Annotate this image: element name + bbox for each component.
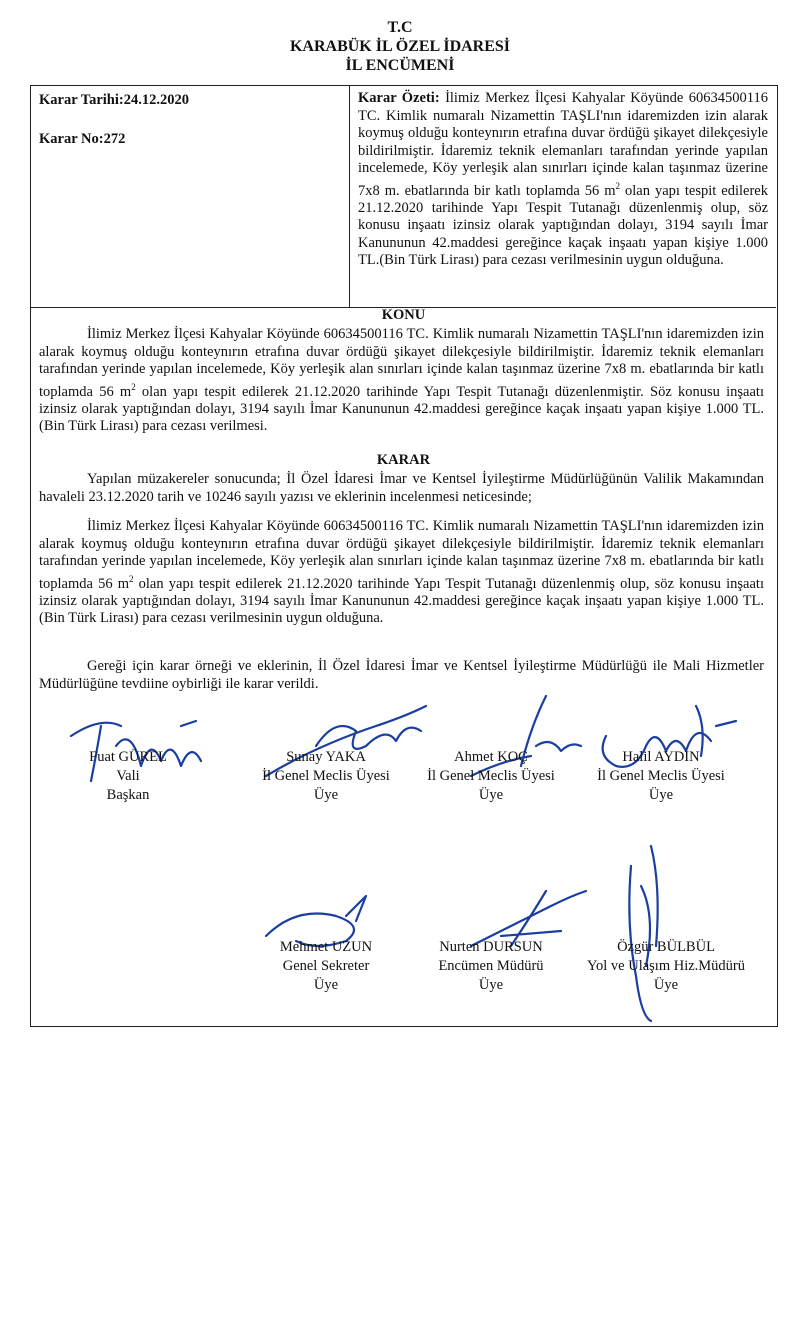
summary-sup: 2 xyxy=(615,180,621,191)
signatory-name: Ahmet KOÇ xyxy=(454,749,528,765)
karar-para-3: Gereği için karar örneği ve eklerinin, İl Özel İdaresi İmar ve Kentsel İyileştirme Müdürlüğü ile Mali Hizmetler Müdürlüğüne tevdiine oybirliği ile karar verildi. xyxy=(39,658,764,692)
signatory-3 xyxy=(406,748,576,805)
decision-number: Karar No:272 xyxy=(39,131,126,147)
signatory-role: Üye xyxy=(313,787,339,803)
signatory-7 xyxy=(571,938,761,995)
karar-title: KARAR xyxy=(376,452,431,468)
signatory-name: Halil AYDIN xyxy=(622,749,700,765)
signatory-role: Başkan xyxy=(106,787,150,803)
signatory-5 xyxy=(241,938,411,995)
signatory-6 xyxy=(406,938,576,995)
decision-summary xyxy=(358,90,768,270)
karar-para-2-text-2: olan yapı tespit edilerek 21.12.2020 tarihinde Yapı Tespit Tutanağı düzenlenmiş olup, söz konusu inşaatı izinsiz olarak yaptığından dolayı, 3194 sayılı İmar Kanununun 42.maddesi gereğince kaçak inşaatı yapan kişiye 1.000 TL.(Bin Türk Lirası) para cezası verilmesinin uygun olduğuna. xyxy=(39,575,764,627)
konu-text-2: olan yapı tespit edilerek 21.12.2020 tarihinde Yapı Tespit Tutanağı düzenlenmiştir. Söz konusu inşaatı izinsiz olarak yaptığından dolayı, 3194 sayılı İmar Kanununun 42.maddesi gereğince kaçak inşaatı yapan kişiye 1.000 TL.(Bin Türk Lirası) para cezası verilmesi. xyxy=(39,383,764,435)
decision-info xyxy=(39,92,189,170)
karar-para-2 xyxy=(39,518,764,628)
signatory-name: Özgür BÜLBÜL xyxy=(617,939,715,955)
summary-text-2: olan yapı tespit edilerek 21.12.2020 tarihinde Yapı Tespit Tutanağı düzenlenmiş olup, söz konusu inşaatı izinsiz olarak yaptığından dolayı, 3194 sayılı İmar Kanununun 42.maddesi gereğince kaçak inşaatı yapan kişiye 1.000 TL.(Bin Türk Lirası) para cezası verilmesinin uygun olduğuna. xyxy=(358,182,768,269)
header-institution: KARABÜK İL ÖZEL İDARESİ xyxy=(289,38,511,55)
signatory-role: Üye xyxy=(653,977,679,993)
signatory-2 xyxy=(241,748,411,805)
signatory-1 xyxy=(53,748,203,805)
signatory-4 xyxy=(571,748,751,805)
summary-text-1: İlimiz Merkez İlçesi Kahyalar Köyünde 60634500116 TC. Kimlik numaralı Nizamettin TAŞLI'nın idaremizden izin alarak koymuş olduğu konteynırın etrafına duvar ördüğü şikayet dilekçesiyle bildirilmiştir. İdaremiz teknik elemanları tarafından yerinde yapılan incelemede, Köy yerleşik alan sınırları içinde kalan taşınmaz üzerine 7x8 m. ebatlarında bir katlı toplamda 56 m xyxy=(358,90,768,199)
decision-summary-box xyxy=(31,86,776,308)
karar-para-1: Yapılan müzakereler sonucunda; İl Özel İdaresi İmar ve Kentsel İyileştirme Müdürlüğünün Valilik Makamından havaleli 23.12.2020 tarih ve 10246 sayılı yazısı ve eklerinin incelenmesi neticesinde; xyxy=(39,471,764,505)
konu-text xyxy=(39,326,764,436)
header-tc: T.C xyxy=(387,19,413,36)
signatory-title: Vali xyxy=(116,768,140,784)
signatory-title: Yol ve Ulaşım Hiz.Müdürü xyxy=(586,958,746,974)
column-divider xyxy=(349,86,350,307)
signatory-title: İl Genel Meclis Üyesi xyxy=(262,768,390,784)
signatory-name: Nurten DURSUN xyxy=(439,939,543,955)
header-council: İL ENCÜMENİ xyxy=(345,57,455,74)
signatory-role: Üye xyxy=(648,787,674,803)
signatory-role: Üye xyxy=(478,977,504,993)
signatory-name: Sunay YAKA xyxy=(286,749,366,765)
summary-label: Karar Özeti: xyxy=(358,90,440,106)
document-header xyxy=(0,18,800,75)
signatory-role: Üye xyxy=(478,787,504,803)
signatory-title: İl Genel Meclis Üyesi xyxy=(597,768,725,784)
decision-date: Karar Tarihi:24.12.2020 xyxy=(39,92,189,108)
document-frame xyxy=(30,85,778,1027)
karar-para-2-text-1: İlimiz Merkez İlçesi Kahyalar Köyünde 60634500116 TC. Kimlik numaralı Nizamettin TAŞLI'nın idaremizden izin alarak koymuş olduğu konteynırın etrafına duvar ördüğü şikayet dilekçesiyle bildirilmiştir. İdaremiz teknik elemanları tarafından yerinde yapılan incelemede, Köy yerleşik alan sınırları içinde kalan taşınmaz üzerine 7x8 m. ebatlarında bir katlı toplamda 56 m xyxy=(39,518,764,592)
signatory-name: Mehmet UZUN xyxy=(279,939,373,955)
signatory-title: İl Genel Meclis Üyesi xyxy=(427,768,555,784)
signatory-name: Fuat GÜREL xyxy=(89,749,167,765)
signatory-title: Encümen Müdürü xyxy=(438,958,544,974)
konu-text-1: İlimiz Merkez İlçesi Kahyalar Köyünde 60634500116 TC. Kimlik numaralı Nizamettin TAŞLI'nın idaremizden izin alarak koymuş olduğu konteynırın etrafına duvar ördüğü şikayet dilekçesiyle bildirilmiştir. İdaremiz teknik elemanları tarafından yerinde yapılan incelemede, Köy yerleşik alan sınırları içinde kalan taşınmaz üzerine 7x8 m. ebatlarında bir katlı toplamda 56 m xyxy=(39,326,764,400)
signature-scribble-7 xyxy=(611,826,691,1026)
konu-title: KONU xyxy=(381,307,426,323)
signatory-role: Üye xyxy=(313,977,339,993)
konu-sup: 2 xyxy=(131,381,136,392)
karar-para-2-sup: 2 xyxy=(129,573,134,584)
signatory-title: Genel Sekreter xyxy=(282,958,370,974)
